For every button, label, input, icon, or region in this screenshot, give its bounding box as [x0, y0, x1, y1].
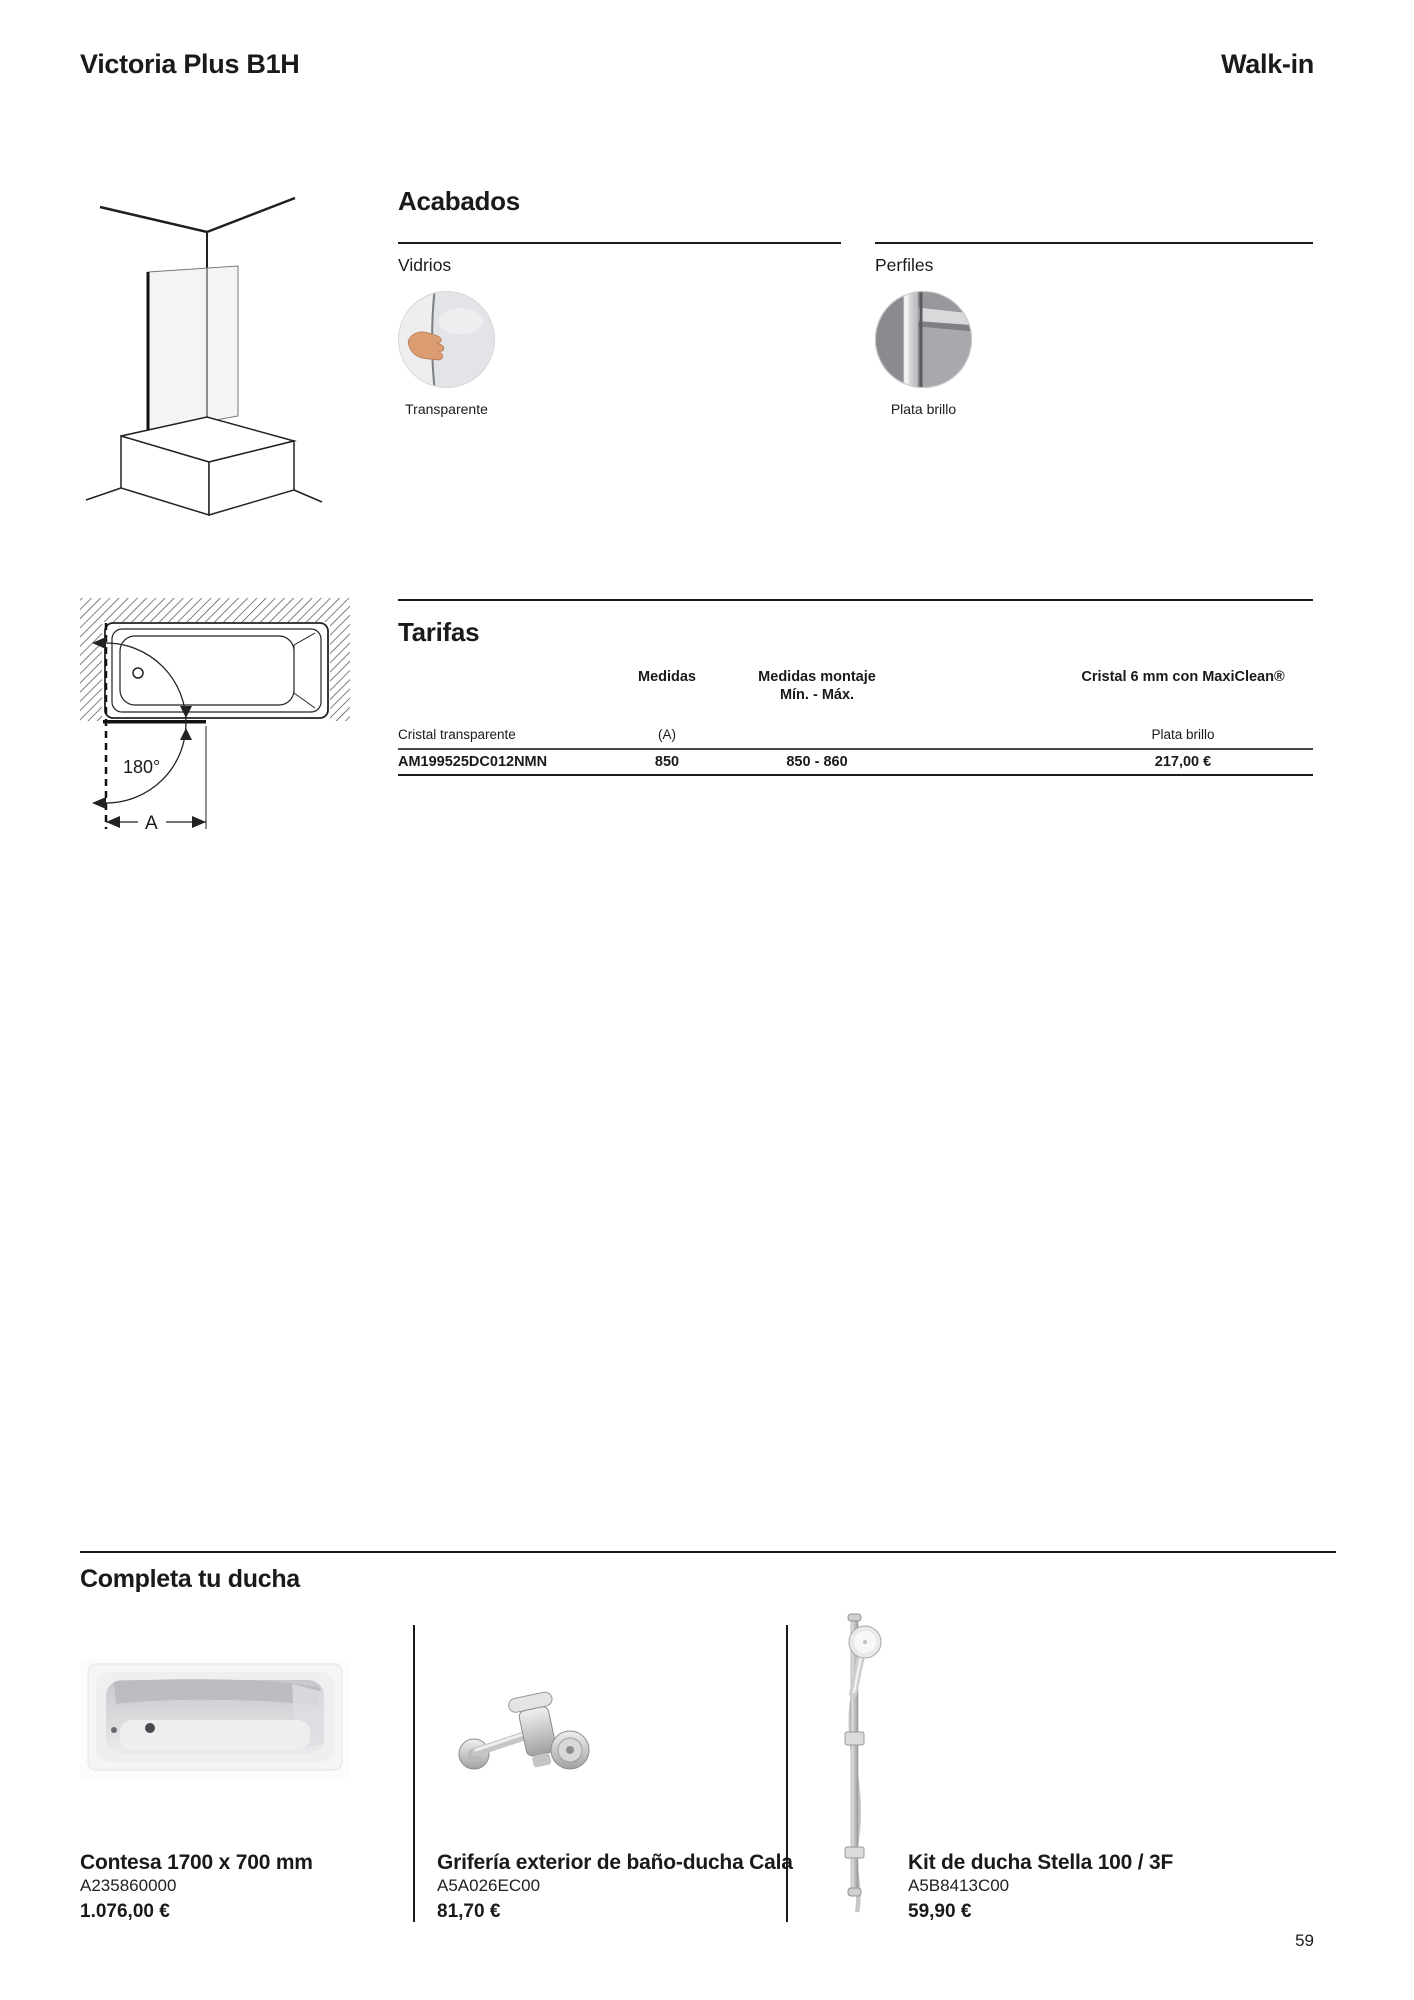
plata-brillo-caption: Plata brillo	[890, 401, 957, 417]
row-price: 217,00 €	[1154, 754, 1212, 770]
shower-rail-kit-photo	[818, 1612, 893, 1917]
product-name: Contesa 1700 x 700 mm	[80, 1851, 313, 1874]
drain-symbol	[133, 668, 143, 678]
category-label: Walk-in	[1221, 49, 1314, 79]
col-header-montaje-line2: Mín. - Máx.	[779, 687, 855, 703]
row-medidas: 850	[654, 754, 680, 770]
product-name: Kit de ducha Stella 100 / 3F	[908, 1851, 1174, 1874]
product-divider-1	[413, 1625, 415, 1922]
completa-title: Completa tu ducha	[80, 1565, 300, 1593]
product-price: 81,70 €	[437, 1901, 501, 1922]
rail-slider-bracket	[845, 1732, 864, 1745]
row-reference: AM199525DC012NMN	[398, 754, 548, 770]
dimension-label: A	[145, 813, 158, 834]
subrow-medidas: (A)	[658, 727, 676, 742]
product-price: 1.076,00 €	[80, 1901, 170, 1922]
col-header-medidas: Medidas	[637, 669, 696, 685]
vidrios-label: Vidrios	[398, 255, 452, 275]
row-montaje: 850 - 860	[786, 754, 848, 770]
subrow-ref-label: Cristal transparente	[398, 727, 516, 742]
product-code: A235860000	[80, 1876, 177, 1895]
bathtub-top-view-photo	[80, 1658, 350, 1778]
page-title: Victoria Plus B1H	[80, 49, 300, 79]
mixer-tap-photo	[452, 1686, 612, 1791]
table-inner-rule	[398, 748, 1313, 750]
installation-plan-diagram	[60, 583, 360, 843]
perfiles-rule	[875, 242, 1313, 244]
subrow-finish: Plata brillo	[1151, 727, 1215, 742]
product-divider-2	[786, 1625, 788, 1922]
plata-brillo-swatch-image	[875, 291, 972, 388]
transparente-caption: Transparente	[405, 401, 488, 417]
glass-panel-plan-bar	[103, 720, 206, 724]
tarifas-top-rule	[398, 599, 1313, 601]
page-number: 59	[1295, 1931, 1314, 1950]
product-price: 59,90 €	[908, 1901, 972, 1922]
col-header-montaje	[737, 668, 897, 704]
product-3d-drawing	[60, 140, 340, 540]
floor-line-left	[86, 488, 121, 500]
glass-panel	[148, 266, 238, 432]
transparente-swatch-image	[398, 291, 495, 388]
product-name: Grifería exterior de baño-ducha Cala	[437, 1851, 793, 1874]
vidrios-rule	[398, 242, 841, 244]
product-code: A5B8413C00	[908, 1876, 1010, 1895]
tarifas-title: Tarifas	[398, 617, 480, 647]
floor-line-right	[294, 490, 322, 502]
tarifas-bottom-rule	[398, 774, 1313, 776]
drain	[145, 1723, 155, 1733]
angle-label: 180°	[123, 757, 161, 777]
product-code: A5A026EC00	[437, 1876, 541, 1895]
wall-corner-lines	[100, 198, 295, 232]
col-header-cristal: Cristal 6 mm con MaxiClean®	[1081, 669, 1285, 685]
completa-rule	[80, 1551, 1336, 1553]
perfiles-label: Perfiles	[875, 255, 934, 275]
acabados-title: Acabados	[398, 186, 520, 216]
col-header-montaje-line1: Medidas montaje	[758, 669, 876, 685]
